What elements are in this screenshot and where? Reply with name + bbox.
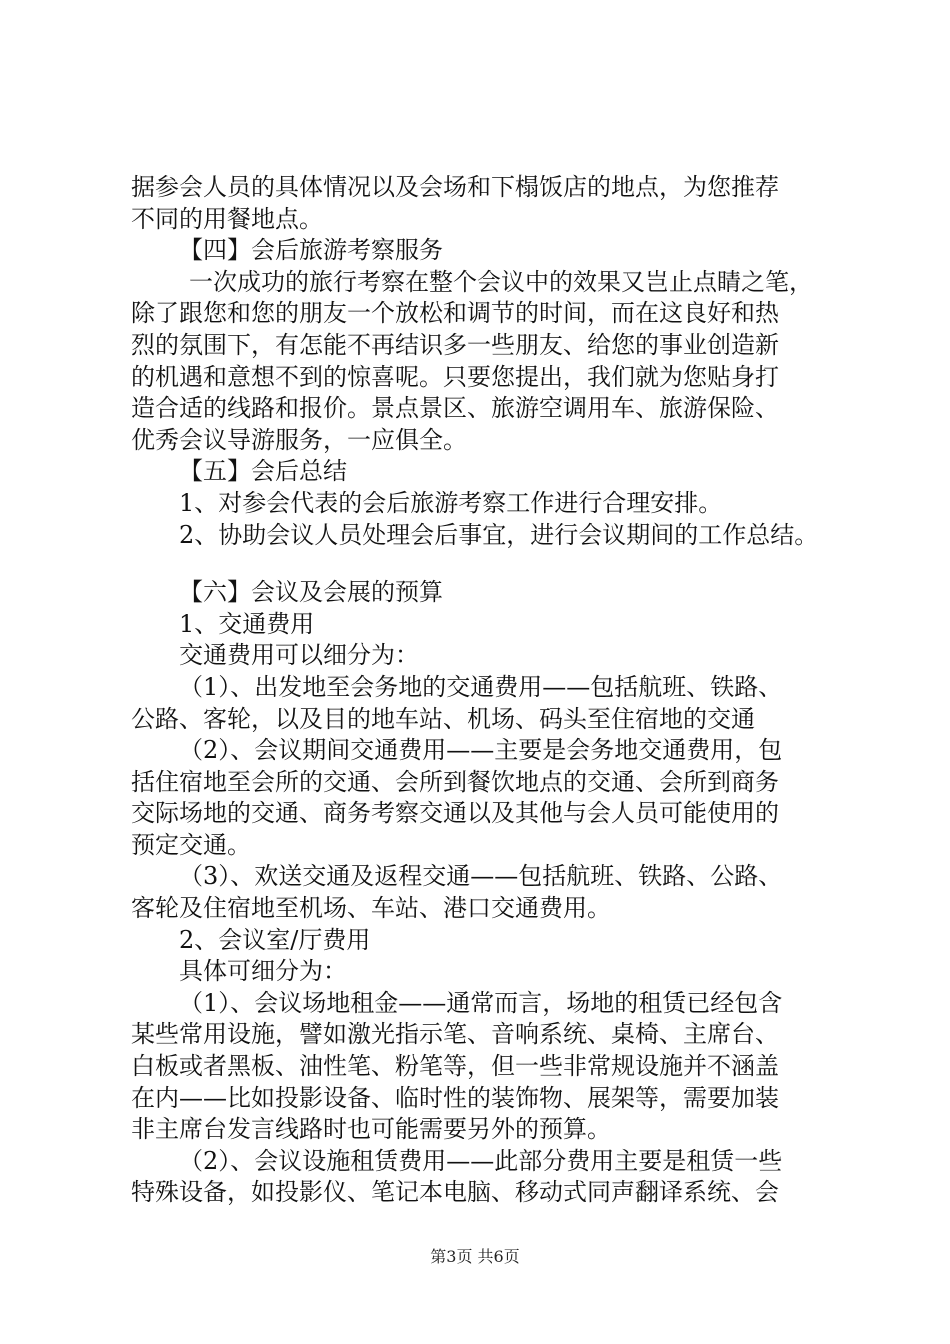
list-item: 1、对参会代表的会后旅游考察工作进行合理安排。	[179, 488, 723, 517]
body-line: 不同的用餐地点。	[131, 204, 323, 233]
body-line: 造合适的线路和报价。景点景区、旅游空调用车、旅游保险、	[131, 394, 779, 423]
document-body	[131, 172, 891, 1209]
subsection-heading: 1、交通费用	[179, 609, 315, 638]
section-heading-6: 【六】会议及会展的预算	[179, 578, 443, 607]
body-line: 交通费用可以细分为：	[179, 641, 419, 670]
paragraph-gap	[131, 551, 891, 577]
list-item: （1）、出发地至会务地的交通费用——包括航班、铁路、	[179, 672, 783, 701]
subsection-heading: 2、会议室/厅费用	[179, 925, 371, 954]
list-item: 2、协助会议人员处理会后事宜，进行会议期间的工作总结。	[179, 520, 819, 549]
body-line: 烈的氛围下，有怎能不再结识多一些朋友、给您的事业创造新	[131, 330, 779, 359]
body-line: 非主席台发言线路时也可能需要另外的预算。	[131, 1115, 611, 1144]
body-line: 优秀会议导游服务，一应俱全。	[131, 425, 467, 454]
body-line: 具体可细分为：	[179, 957, 347, 986]
body-line: 白板或者黑板、油性笔、粉笔等，但一些非常规设施并不涵盖	[131, 1052, 779, 1081]
body-line: 某些常用设施，譬如激光指示笔、音响系统、桌椅、主席台、	[131, 1020, 779, 1049]
body-line: 在内——比如投影设备、临时性的装饰物、展架等，需要加装	[131, 1083, 779, 1112]
list-item: （2）、会议设施租赁费用——此部分费用主要是租赁一些	[179, 1146, 783, 1175]
section-heading-4: 【四】会后旅游考察服务	[179, 236, 443, 265]
page-number-footer: 第3页 共6页	[430, 1247, 520, 1266]
body-line: 公路、客轮，以及目的地车站、机场、码头至住宿地的交通	[131, 704, 755, 733]
body-line: 括住宿地至会所的交通、会所到餐饮地点的交通、会所到商务	[131, 767, 779, 796]
body-line: 除了跟您和您的朋友一个放松和调节的时间，而在这良好和热	[131, 299, 779, 328]
list-item: （3）、欢送交通及返程交通——包括航班、铁路、公路、	[179, 862, 783, 891]
list-item: （2）、会议期间交通费用——主要是会务地交通费用，包	[179, 736, 783, 765]
list-item: （1）、会议场地租金——通常而言，场地的租赁已经包含	[179, 988, 783, 1017]
body-line: 一次成功的旅行考察在整个会议中的效果又岂止点睛之笔，	[189, 267, 813, 296]
body-line: 据参会人员的具体情况以及会场和下榻饭店的地点，为您推荐	[131, 173, 779, 201]
body-line: 的机遇和意想不到的惊喜呢。只要您提出，我们就为您贴身打	[131, 362, 779, 391]
section-heading-5: 【五】会后总结	[179, 457, 347, 486]
body-line: 特殊设备，如投影仪、笔记本电脑、移动式同声翻译系统、会	[131, 1178, 779, 1207]
body-line: 交际场地的交通、商务考察交通以及其他与会人员可能使用的	[131, 799, 779, 828]
body-line: 预定交通。	[131, 830, 251, 859]
body-line: 客轮及住宿地至机场、车站、港口交通费用。	[131, 894, 611, 923]
